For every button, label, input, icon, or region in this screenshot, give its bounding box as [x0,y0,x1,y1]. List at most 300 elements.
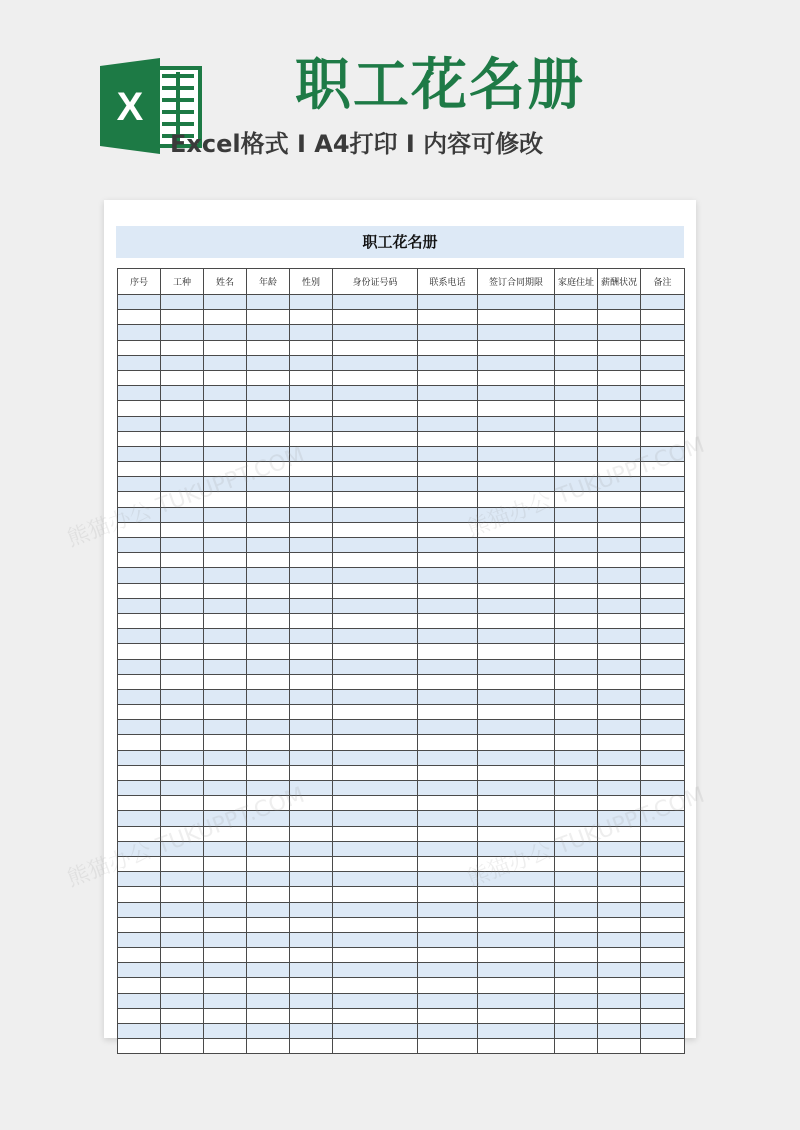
table-cell[interactable] [333,295,418,310]
table-cell[interactable] [204,477,247,492]
table-cell[interactable] [478,568,555,583]
table-cell[interactable] [118,948,161,963]
table-cell[interactable] [641,477,685,492]
table-cell[interactable] [333,1008,418,1023]
table-cell[interactable] [247,370,290,385]
table-cell[interactable] [478,765,555,780]
table-cell[interactable] [598,765,641,780]
table-cell[interactable] [290,781,333,796]
table-cell[interactable] [641,598,685,613]
table-cell[interactable] [161,1008,204,1023]
table-cell[interactable] [478,659,555,674]
table-cell[interactable] [641,841,685,856]
table-cell[interactable] [290,705,333,720]
table-cell[interactable] [204,522,247,537]
table-cell[interactable] [290,841,333,856]
table-cell[interactable] [290,431,333,446]
table-cell[interactable] [161,553,204,568]
table-cell[interactable] [161,765,204,780]
table-cell[interactable] [478,598,555,613]
table-cell[interactable] [478,477,555,492]
table-cell[interactable] [118,750,161,765]
table-cell[interactable] [418,355,478,370]
table-cell[interactable] [598,796,641,811]
table-cell[interactable] [478,295,555,310]
table-cell[interactable] [333,416,418,431]
table-cell[interactable] [478,689,555,704]
table-cell[interactable] [418,963,478,978]
table-cell[interactable] [598,902,641,917]
table-cell[interactable] [478,629,555,644]
table-cell[interactable] [204,1024,247,1039]
table-cell[interactable] [478,431,555,446]
table-cell[interactable] [118,325,161,340]
table-cell[interactable] [204,386,247,401]
table-cell[interactable] [418,887,478,902]
table-cell[interactable] [641,978,685,993]
table-cell[interactable] [247,310,290,325]
table-cell[interactable] [418,325,478,340]
table-cell[interactable] [204,644,247,659]
table-cell[interactable] [418,538,478,553]
table-cell[interactable] [418,370,478,385]
table-cell[interactable] [333,856,418,871]
table-cell[interactable] [247,765,290,780]
table-cell[interactable] [478,811,555,826]
table-cell[interactable] [118,826,161,841]
table-cell[interactable] [247,841,290,856]
table-cell[interactable] [118,856,161,871]
table-cell[interactable] [418,781,478,796]
table-cell[interactable] [290,553,333,568]
table-cell[interactable] [247,902,290,917]
table-cell[interactable] [641,522,685,537]
table-cell[interactable] [555,568,598,583]
table-cell[interactable] [555,841,598,856]
table-cell[interactable] [641,386,685,401]
table-cell[interactable] [247,295,290,310]
table-cell[interactable] [478,978,555,993]
table-cell[interactable] [418,598,478,613]
table-cell[interactable] [478,340,555,355]
table-cell[interactable] [333,978,418,993]
table-cell[interactable] [418,826,478,841]
table-cell[interactable] [161,295,204,310]
table-cell[interactable] [161,705,204,720]
table-cell[interactable] [247,781,290,796]
table-cell[interactable] [478,887,555,902]
table-cell[interactable] [333,841,418,856]
table-cell[interactable] [555,507,598,522]
table-cell[interactable] [641,948,685,963]
table-cell[interactable] [204,932,247,947]
table-cell[interactable] [247,689,290,704]
table-cell[interactable] [555,553,598,568]
table-cell[interactable] [333,568,418,583]
table-cell[interactable] [118,735,161,750]
table-cell[interactable] [333,826,418,841]
table-cell[interactable] [204,765,247,780]
table-cell[interactable] [598,568,641,583]
table-cell[interactable] [478,538,555,553]
table-cell[interactable] [161,568,204,583]
table-cell[interactable] [333,917,418,932]
table-cell[interactable] [478,796,555,811]
table-cell[interactable] [290,629,333,644]
table-cell[interactable] [555,1039,598,1054]
table-cell[interactable] [555,705,598,720]
table-cell[interactable] [204,963,247,978]
table-cell[interactable] [478,1024,555,1039]
table-cell[interactable] [161,613,204,628]
table-cell[interactable] [247,856,290,871]
table-cell[interactable] [118,431,161,446]
table-cell[interactable] [598,887,641,902]
table-cell[interactable] [598,295,641,310]
table-cell[interactable] [478,583,555,598]
table-cell[interactable] [204,735,247,750]
table-cell[interactable] [118,705,161,720]
table-cell[interactable] [333,446,418,461]
table-cell[interactable] [118,872,161,887]
table-cell[interactable] [204,887,247,902]
table-cell[interactable] [418,932,478,947]
table-cell[interactable] [118,796,161,811]
table-cell[interactable] [118,978,161,993]
table-cell[interactable] [641,355,685,370]
table-cell[interactable] [290,765,333,780]
table-cell[interactable] [418,629,478,644]
table-cell[interactable] [555,386,598,401]
table-cell[interactable] [118,355,161,370]
table-cell[interactable] [290,948,333,963]
table-cell[interactable] [290,872,333,887]
table-cell[interactable] [290,689,333,704]
table-cell[interactable] [290,932,333,947]
table-cell[interactable] [418,522,478,537]
table-cell[interactable] [247,386,290,401]
table-cell[interactable] [161,689,204,704]
table-cell[interactable] [290,538,333,553]
table-cell[interactable] [598,507,641,522]
table-cell[interactable] [161,1024,204,1039]
table-cell[interactable] [118,781,161,796]
table-cell[interactable] [598,416,641,431]
table-cell[interactable] [555,310,598,325]
table-cell[interactable] [333,811,418,826]
table-cell[interactable] [161,993,204,1008]
table-cell[interactable] [161,750,204,765]
table-cell[interactable] [204,553,247,568]
table-cell[interactable] [290,750,333,765]
table-cell[interactable] [161,644,204,659]
table-cell[interactable] [290,370,333,385]
table-cell[interactable] [247,568,290,583]
table-cell[interactable] [290,796,333,811]
table-cell[interactable] [418,553,478,568]
table-cell[interactable] [598,477,641,492]
table-cell[interactable] [555,811,598,826]
table-cell[interactable] [204,568,247,583]
table-cell[interactable] [598,963,641,978]
table-cell[interactable] [333,932,418,947]
table-cell[interactable] [290,659,333,674]
table-cell[interactable] [161,386,204,401]
table-cell[interactable] [290,416,333,431]
table-cell[interactable] [118,446,161,461]
table-cell[interactable] [555,963,598,978]
table-cell[interactable] [118,507,161,522]
table-cell[interactable] [290,522,333,537]
table-cell[interactable] [598,689,641,704]
table-cell[interactable] [247,720,290,735]
table-cell[interactable] [598,872,641,887]
table-cell[interactable] [204,705,247,720]
table-cell[interactable] [204,674,247,689]
table-cell[interactable] [478,674,555,689]
table-cell[interactable] [333,887,418,902]
table-cell[interactable] [333,431,418,446]
table-cell[interactable] [204,902,247,917]
table-cell[interactable] [555,629,598,644]
table-cell[interactable] [204,826,247,841]
table-cell[interactable] [641,644,685,659]
table-cell[interactable] [478,492,555,507]
table-cell[interactable] [418,978,478,993]
table-cell[interactable] [161,325,204,340]
table-cell[interactable] [598,522,641,537]
table-cell[interactable] [598,1008,641,1023]
table-cell[interactable] [478,917,555,932]
table-cell[interactable] [204,720,247,735]
table-cell[interactable] [418,386,478,401]
table-cell[interactable] [333,340,418,355]
table-cell[interactable] [555,872,598,887]
table-cell[interactable] [290,446,333,461]
table-cell[interactable] [118,492,161,507]
table-cell[interactable] [247,583,290,598]
table-cell[interactable] [598,583,641,598]
table-cell[interactable] [555,978,598,993]
table-cell[interactable] [118,386,161,401]
table-cell[interactable] [247,1008,290,1023]
table-cell[interactable] [204,629,247,644]
table-cell[interactable] [247,553,290,568]
table-cell[interactable] [204,340,247,355]
table-cell[interactable] [555,750,598,765]
table-cell[interactable] [641,902,685,917]
table-cell[interactable] [478,401,555,416]
table-cell[interactable] [247,1039,290,1054]
table-cell[interactable] [118,1039,161,1054]
table-cell[interactable] [641,583,685,598]
table-cell[interactable] [598,750,641,765]
table-cell[interactable] [161,796,204,811]
table-cell[interactable] [290,978,333,993]
table-cell[interactable] [118,1024,161,1039]
table-cell[interactable] [247,993,290,1008]
table-cell[interactable] [418,689,478,704]
table-cell[interactable] [555,856,598,871]
table-cell[interactable] [555,948,598,963]
table-cell[interactable] [118,674,161,689]
table-cell[interactable] [204,872,247,887]
table-cell[interactable] [333,522,418,537]
table-cell[interactable] [641,1024,685,1039]
table-cell[interactable] [418,993,478,1008]
table-cell[interactable] [418,492,478,507]
table-cell[interactable] [598,826,641,841]
table-cell[interactable] [641,796,685,811]
table-cell[interactable] [598,431,641,446]
table-cell[interactable] [333,674,418,689]
table-cell[interactable] [247,538,290,553]
table-cell[interactable] [204,462,247,477]
table-cell[interactable] [333,644,418,659]
table-cell[interactable] [555,522,598,537]
table-cell[interactable] [204,796,247,811]
table-cell[interactable] [290,295,333,310]
table-cell[interactable] [598,917,641,932]
table-cell[interactable] [333,948,418,963]
table-cell[interactable] [333,689,418,704]
table-cell[interactable] [204,446,247,461]
table-cell[interactable] [418,568,478,583]
table-cell[interactable] [598,720,641,735]
table-cell[interactable] [204,355,247,370]
table-cell[interactable] [118,720,161,735]
table-cell[interactable] [290,720,333,735]
table-cell[interactable] [598,598,641,613]
table-cell[interactable] [598,948,641,963]
table-cell[interactable] [641,629,685,644]
table-cell[interactable] [118,963,161,978]
table-cell[interactable] [161,431,204,446]
table-cell[interactable] [290,1039,333,1054]
table-cell[interactable] [118,613,161,628]
table-cell[interactable] [641,507,685,522]
table-cell[interactable] [290,401,333,416]
table-cell[interactable] [641,872,685,887]
table-cell[interactable] [161,735,204,750]
table-cell[interactable] [247,826,290,841]
table-cell[interactable] [247,811,290,826]
table-cell[interactable] [641,856,685,871]
table-cell[interactable] [118,644,161,659]
table-cell[interactable] [418,644,478,659]
table-cell[interactable] [204,583,247,598]
table-cell[interactable] [641,765,685,780]
table-cell[interactable] [290,386,333,401]
table-cell[interactable] [641,659,685,674]
table-cell[interactable] [641,674,685,689]
table-cell[interactable] [641,1008,685,1023]
table-cell[interactable] [418,765,478,780]
table-cell[interactable] [204,431,247,446]
table-cell[interactable] [204,507,247,522]
table-cell[interactable] [161,538,204,553]
table-cell[interactable] [118,370,161,385]
table-cell[interactable] [641,826,685,841]
table-cell[interactable] [118,401,161,416]
table-cell[interactable] [247,644,290,659]
table-cell[interactable] [161,841,204,856]
table-cell[interactable] [247,462,290,477]
table-cell[interactable] [641,431,685,446]
table-cell[interactable] [478,370,555,385]
table-cell[interactable] [161,583,204,598]
table-cell[interactable] [333,1024,418,1039]
table-cell[interactable] [118,1008,161,1023]
table-cell[interactable] [290,310,333,325]
table-cell[interactable] [290,1024,333,1039]
table-cell[interactable] [247,522,290,537]
table-cell[interactable] [118,598,161,613]
table-cell[interactable] [333,735,418,750]
table-cell[interactable] [555,431,598,446]
table-cell[interactable] [418,613,478,628]
table-cell[interactable] [247,492,290,507]
table-cell[interactable] [418,1008,478,1023]
table-cell[interactable] [290,644,333,659]
table-cell[interactable] [118,841,161,856]
table-cell[interactable] [478,735,555,750]
table-cell[interactable] [641,993,685,1008]
table-cell[interactable] [247,446,290,461]
table-cell[interactable] [478,932,555,947]
table-cell[interactable] [333,902,418,917]
table-cell[interactable] [555,1008,598,1023]
table-cell[interactable] [598,310,641,325]
table-cell[interactable] [641,932,685,947]
table-cell[interactable] [118,295,161,310]
table-cell[interactable] [478,993,555,1008]
table-cell[interactable] [555,917,598,932]
table-cell[interactable] [161,355,204,370]
table-cell[interactable] [598,629,641,644]
table-cell[interactable] [478,613,555,628]
table-cell[interactable] [478,856,555,871]
table-cell[interactable] [290,340,333,355]
table-cell[interactable] [333,355,418,370]
table-cell[interactable] [478,750,555,765]
table-cell[interactable] [204,310,247,325]
table-cell[interactable] [161,492,204,507]
table-cell[interactable] [290,1008,333,1023]
table-cell[interactable] [641,538,685,553]
table-cell[interactable] [204,295,247,310]
table-cell[interactable] [418,902,478,917]
table-cell[interactable] [247,872,290,887]
table-cell[interactable] [247,340,290,355]
table-cell[interactable] [641,735,685,750]
table-cell[interactable] [418,735,478,750]
table-cell[interactable] [418,416,478,431]
table-cell[interactable] [555,416,598,431]
table-cell[interactable] [333,1039,418,1054]
table-cell[interactable] [290,598,333,613]
table-cell[interactable] [247,796,290,811]
table-cell[interactable] [598,781,641,796]
table-cell[interactable] [555,659,598,674]
table-cell[interactable] [118,583,161,598]
table-cell[interactable] [204,781,247,796]
table-cell[interactable] [118,932,161,947]
table-cell[interactable] [161,948,204,963]
table-cell[interactable] [418,1039,478,1054]
table-cell[interactable] [247,705,290,720]
table-cell[interactable] [247,735,290,750]
